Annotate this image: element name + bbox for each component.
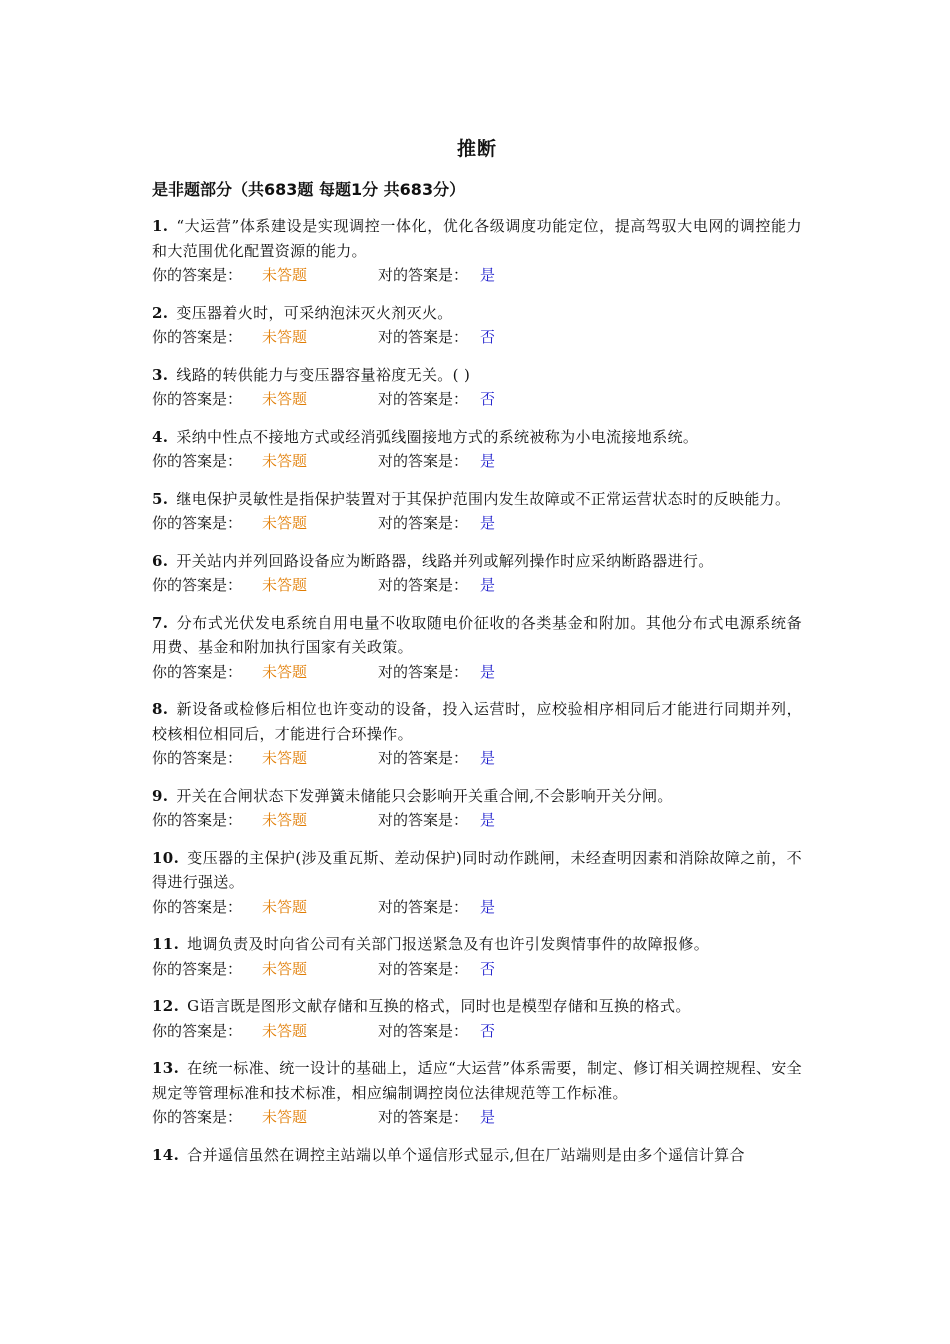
your-answer-label: 你的答案是： bbox=[152, 897, 243, 916]
question-number: 13. bbox=[152, 1059, 180, 1077]
question-text bbox=[152, 611, 802, 660]
question-number: 12. bbox=[152, 997, 180, 1015]
correct-answer-value: 是 bbox=[480, 1108, 496, 1126]
your-answer-label: 你的答案是： bbox=[152, 1108, 243, 1126]
question-list bbox=[152, 214, 802, 1180]
question-item bbox=[152, 301, 802, 350]
correct-answer-value: 是 bbox=[480, 749, 496, 767]
your-answer-value: 未答题 bbox=[262, 390, 308, 408]
answer-row bbox=[152, 895, 802, 920]
your-answer-value: 未答题 bbox=[262, 576, 308, 594]
question-item bbox=[152, 363, 802, 412]
correct-answer-label: 对的答案是： bbox=[378, 811, 469, 829]
question-text bbox=[152, 549, 802, 574]
question-number: 10. bbox=[152, 848, 180, 867]
your-answer-value: 未答题 bbox=[262, 452, 308, 470]
correct-answer-label: 对的答案是： bbox=[378, 662, 469, 681]
question-text bbox=[152, 1143, 802, 1168]
question-number: 6. bbox=[152, 551, 169, 570]
correct-answer-value: 是 bbox=[480, 514, 496, 532]
question-item bbox=[152, 487, 802, 536]
correct-answer-value: 是 bbox=[480, 576, 496, 594]
question-item bbox=[152, 1056, 802, 1130]
answer-row bbox=[152, 263, 802, 288]
your-answer-value: 未答题 bbox=[262, 897, 308, 916]
answer-row bbox=[152, 808, 802, 833]
correct-answer-label: 对的答案是： bbox=[378, 328, 469, 346]
correct-answer-label: 对的答案是： bbox=[378, 514, 469, 532]
question-item bbox=[152, 846, 802, 920]
question-item bbox=[152, 425, 802, 474]
your-answer-label: 你的答案是： bbox=[152, 811, 243, 829]
your-answer-label: 你的答案是： bbox=[152, 662, 243, 681]
your-answer-label: 你的答案是： bbox=[152, 390, 243, 408]
question-item bbox=[152, 932, 802, 981]
correct-answer-value: 是 bbox=[480, 897, 496, 916]
question-text bbox=[152, 487, 802, 512]
answer-row bbox=[152, 660, 802, 685]
question-number: 8. bbox=[152, 700, 169, 718]
question-item bbox=[152, 994, 802, 1043]
correct-answer-value: 是 bbox=[480, 811, 496, 829]
your-answer-label: 你的答案是： bbox=[152, 266, 243, 284]
your-answer-label: 你的答案是： bbox=[152, 514, 243, 532]
answer-row bbox=[152, 1105, 802, 1130]
question-body: 线路的转供能力与变压器容量裕度无关。( ) bbox=[176, 365, 471, 384]
question-number: 7. bbox=[152, 613, 169, 632]
your-answer-label: 你的答案是： bbox=[152, 749, 243, 767]
question-number: 11. bbox=[152, 935, 180, 953]
correct-answer-label: 对的答案是： bbox=[378, 959, 469, 978]
question-text bbox=[152, 994, 802, 1019]
question-item bbox=[152, 697, 802, 771]
question-text bbox=[152, 697, 802, 746]
question-body: 开关站内并列回路设备应为断路器，线路并列或解列操作时应采纳断路器进行。 bbox=[176, 551, 714, 570]
correct-answer-label: 对的答案是： bbox=[378, 897, 469, 916]
correct-answer-value: 否 bbox=[480, 328, 496, 346]
question-item bbox=[152, 1143, 802, 1168]
your-answer-value: 未答题 bbox=[262, 1021, 308, 1040]
your-answer-label: 你的答案是： bbox=[152, 328, 243, 346]
correct-answer-value: 是 bbox=[480, 266, 496, 284]
question-number: 5. bbox=[152, 489, 169, 508]
question-item bbox=[152, 549, 802, 598]
your-answer-value: 未答题 bbox=[262, 514, 308, 532]
question-number: 3. bbox=[152, 365, 169, 384]
correct-answer-label: 对的答案是： bbox=[378, 1021, 469, 1040]
your-answer-value: 未答题 bbox=[262, 749, 308, 767]
question-body: 变压器的主保护(涉及重瓦斯、差动保护)同时动作跳闸，未经查明因素和消除故障之前，不得进行强送。 bbox=[152, 848, 802, 891]
question-body: 开关在合闸状态下发弹簧未储能只会影响开关重合闸,不会影响开关分闸。 bbox=[176, 786, 673, 805]
question-text bbox=[152, 301, 802, 326]
question-number: 2. bbox=[152, 303, 169, 322]
correct-answer-value: 是 bbox=[480, 452, 496, 470]
correct-answer-label: 对的答案是： bbox=[378, 266, 469, 284]
your-answer-value: 未答题 bbox=[262, 266, 308, 284]
answer-row bbox=[152, 387, 802, 412]
answer-row bbox=[152, 1019, 802, 1044]
your-answer-value: 未答题 bbox=[262, 328, 308, 346]
question-text bbox=[152, 214, 802, 263]
answer-row bbox=[152, 746, 802, 771]
question-text bbox=[152, 1056, 802, 1105]
question-body: 合并遥信虽然在调控主站端以单个遥信形式显示,但在厂站端则是由多个遥信计算合 bbox=[187, 1145, 745, 1164]
question-text bbox=[152, 363, 802, 388]
question-body: G语言既是图形文献存储和互换的格式，同时也是模型存储和互换的格式。 bbox=[187, 997, 691, 1015]
correct-answer-label: 对的答案是： bbox=[378, 1108, 469, 1126]
correct-answer-value: 否 bbox=[480, 959, 496, 978]
question-number: 4. bbox=[152, 427, 169, 446]
question-body: 采纳中性点不接地方式或经消弧线圈接地方式的系统被称为小电流接地系统。 bbox=[176, 427, 699, 446]
question-body: 继电保护灵敏性是指保护装置对于其保护范围内发生故障或不正常运营状态时的反映能力。 bbox=[176, 489, 791, 508]
page-title: 推断 bbox=[456, 138, 497, 160]
your-answer-value: 未答题 bbox=[262, 811, 308, 829]
answer-row bbox=[152, 511, 802, 536]
correct-answer-label: 对的答案是： bbox=[378, 452, 469, 470]
correct-answer-label: 对的答案是： bbox=[378, 390, 469, 408]
correct-answer-label: 对的答案是： bbox=[378, 749, 469, 767]
answer-row bbox=[152, 957, 802, 982]
question-text bbox=[152, 932, 802, 957]
question-text bbox=[152, 784, 802, 809]
your-answer-label: 你的答案是： bbox=[152, 452, 243, 470]
question-body: 分布式光伏发电系统自用电量不收取随电价征收的各类基金和附加。其他分布式电源系统备用费、基金和附加执行国家有关政策。 bbox=[152, 613, 802, 656]
question-item bbox=[152, 611, 802, 685]
correct-answer-value: 是 bbox=[480, 662, 496, 681]
your-answer-value: 未答题 bbox=[262, 1108, 308, 1126]
question-body: 变压器着火时，可采纳泡沫灭火剂灭火。 bbox=[176, 303, 453, 322]
your-answer-label: 你的答案是： bbox=[152, 959, 243, 978]
your-answer-label: 你的答案是： bbox=[152, 1021, 243, 1040]
your-answer-value: 未答题 bbox=[262, 959, 308, 978]
question-body: 新设备或检修后相位也许变动的设备，投入运营时，应校验相序相同后才能进行同期并列，校核相位相同后，才能进行合环操作。 bbox=[152, 700, 802, 743]
question-item bbox=[152, 214, 802, 288]
your-answer-label: 你的答案是： bbox=[152, 576, 243, 594]
answer-row bbox=[152, 573, 802, 598]
question-text bbox=[152, 425, 802, 450]
question-body: 在统一标准、统一设计的基础上，适应“大运营”体系需要，制定、修订相关调控规程、安全规定等管理标准和技术标准，相应编制调控岗位法律规范等工作标准。 bbox=[152, 1059, 802, 1102]
question-number: 14. bbox=[152, 1145, 180, 1164]
question-body: “大运营”体系建设是实现调控一体化，优化各级调度功能定位，提高驾驭大电网的调控能力和大范围优化配置资源的能力。 bbox=[152, 217, 802, 260]
answer-row bbox=[152, 449, 802, 474]
correct-answer-value: 否 bbox=[480, 390, 496, 408]
section-title: 是非题部分（共683题 每题1分 共683分） bbox=[152, 180, 466, 199]
question-item bbox=[152, 784, 802, 833]
question-number: 1. bbox=[152, 217, 169, 235]
answer-row bbox=[152, 325, 802, 350]
correct-answer-value: 否 bbox=[480, 1021, 496, 1040]
question-text bbox=[152, 846, 802, 895]
correct-answer-label: 对的答案是： bbox=[378, 576, 469, 594]
question-number: 9. bbox=[152, 786, 169, 805]
question-body: 地调负责及时向省公司有关部门报送紧急及有也许引发舆情事件的故障报修。 bbox=[187, 935, 710, 953]
your-answer-value: 未答题 bbox=[262, 662, 308, 681]
